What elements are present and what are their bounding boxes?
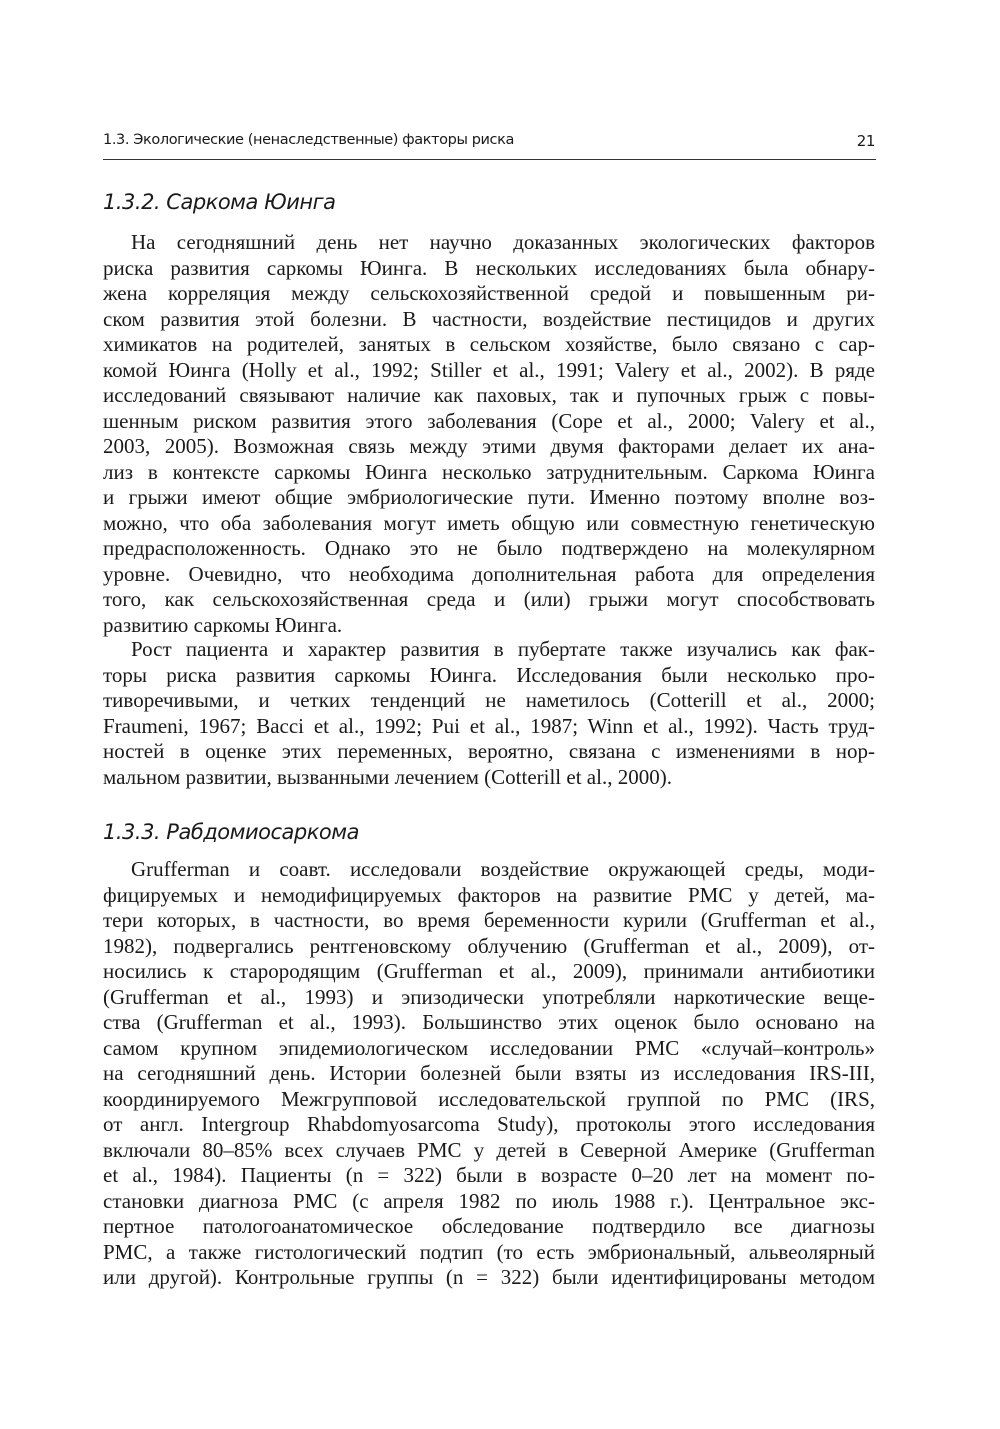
text-line: от англ. Intergroup Rhabdomyosarcoma Study), протоколы этого исследования — [103, 1112, 875, 1136]
text-line: Рост пациента и характер развития в пубертате также изучались как фак- — [131, 637, 875, 661]
running-head — [103, 132, 875, 156]
text-line: РМС, а также гистологический подтип (то есть эмбриональный, альвеолярный — [103, 1239, 875, 1264]
page-number: 21 — [856, 132, 875, 150]
text-line: шенным риском развития этого заболевания (Cope et al., 2000; Valery et al., — [103, 408, 875, 433]
paragraph — [103, 857, 875, 1291]
text-line: пертное патологоанатомическое обследование подтвердило все диагнозы — [103, 1214, 875, 1238]
text-line: мальном развитии, вызванными лечением (Cotterill et al., 2000). — [103, 764, 672, 789]
text-line: ностей в оценке этих переменных, вероятно, связана с изменениями в нор- — [103, 739, 875, 763]
text-line: 1982), подвергались рентгеновскому облучению (Grufferman et al., 2009), от- — [103, 933, 875, 958]
section-heading: 1.3.2. Саркома Юинга — [103, 190, 336, 214]
text-line: ства (Grufferman et al., 1993). Большинство этих оценок было основано на — [103, 1010, 875, 1034]
text-line: можно, что оба заболевания могут иметь общую или совместную генетическую — [103, 510, 875, 535]
header-rule — [103, 159, 876, 160]
text-line: торы риска развития саркомы Юинга. Исследования были несколько про- — [103, 662, 875, 687]
text-line: включали 80–85% всех случаев РМС у детей в Северной Америке (Grufferman — [103, 1137, 875, 1162]
text-line: Grufferman и соавт. исследовали воздействие окружающей среды, моди- — [131, 857, 875, 881]
running-head-title: 1.3. Экологические (ненаследственные) факторы риска — [103, 132, 514, 148]
text-line: носились к старородящим (Grufferman et al., 2009), принимали антибиотики — [103, 959, 875, 983]
text-line: химикатов на родителей, занятых в сельском хозяйстве, было связано с сар- — [103, 332, 875, 356]
text-line: развитию саркомы Юинга. — [103, 612, 343, 637]
text-line: и грыжи имеют общие эмбриологические пути. Именно поэтому вполне воз- — [103, 485, 875, 509]
text-line: или другой). Контрольные группы (n = 322) были идентифицированы методом — [103, 1265, 875, 1289]
text-line: 2003, 2005). Возможная связь между этими двумя факторами делает их ана- — [103, 434, 875, 458]
text-line: становки диагноза РМС (с апреля 1982 по июль 1988 г.). Центральное экс- — [103, 1188, 875, 1213]
text-line: уровне. Очевидно, что необходима дополнительная работа для определения — [103, 561, 875, 586]
text-line: Fraumeni, 1967; Bacci et al., 1992; Pui et al., 1987; Winn et al., 1992). Часть труд- — [103, 713, 875, 738]
text-line: того, как сельскохозяйственная среда и (или) грыжи могут способствовать — [103, 587, 875, 611]
text-line: лиз в контексте саркомы Юинга несколько затруднительным. Саркома Юинга — [103, 459, 875, 484]
section-heading: 1.3.3. Рабдомиосаркома — [103, 820, 359, 844]
text-line: тиворечивыми, и четких тенденций не наметилось (Cotterill et al., 2000; — [103, 688, 875, 712]
text-line: На сегодняшний день нет научно доказанных экологических факторов — [131, 230, 875, 254]
text-line: жена корреляция между сельскохозяйственной средой и повышенным ри- — [103, 281, 875, 305]
text-line: предрасположенность. Однако это не было подтверждено на молекулярном — [103, 536, 875, 560]
text-line: фицируемых и немодифицируемых факторов на развитие РМС у детей, ма- — [103, 882, 875, 907]
text-line: на сегодняшний день. Истории болезней были взяты из исследования IRS-III, — [103, 1061, 875, 1085]
text-line: координируемого Межгрупповой исследовательской группой по РМС (IRS, — [103, 1086, 875, 1111]
text-line: тери которых, в частности, во время беременности курили (Grufferman et al., — [103, 908, 875, 932]
text-line: самом крупном эпидемиологическом исследовании РМС «случай–контроль» — [103, 1035, 875, 1060]
text-line: ском развития этой болезни. В частности, воздействие пестицидов и других — [103, 306, 875, 331]
paragraph — [103, 230, 875, 638]
text-line: et al., 1984). Пациенты (n = 322) были в возрасте 0–20 лет на момент по- — [103, 1163, 875, 1187]
text-line: исследований связывают наличие как паховых, так и пупочных грыж с повы- — [103, 383, 875, 407]
text-line: риска развития саркомы Юинга. В нескольких исследованиях была обнару- — [103, 255, 875, 280]
text-line: комой Юинга (Holly et al., 1992; Stiller et al., 1991; Valery et al., 2002). В ряде — [103, 357, 875, 382]
paragraph — [103, 637, 875, 790]
text-line: (Grufferman et al., 1993) и эпизодически употребляли наркотические веще- — [103, 984, 875, 1009]
